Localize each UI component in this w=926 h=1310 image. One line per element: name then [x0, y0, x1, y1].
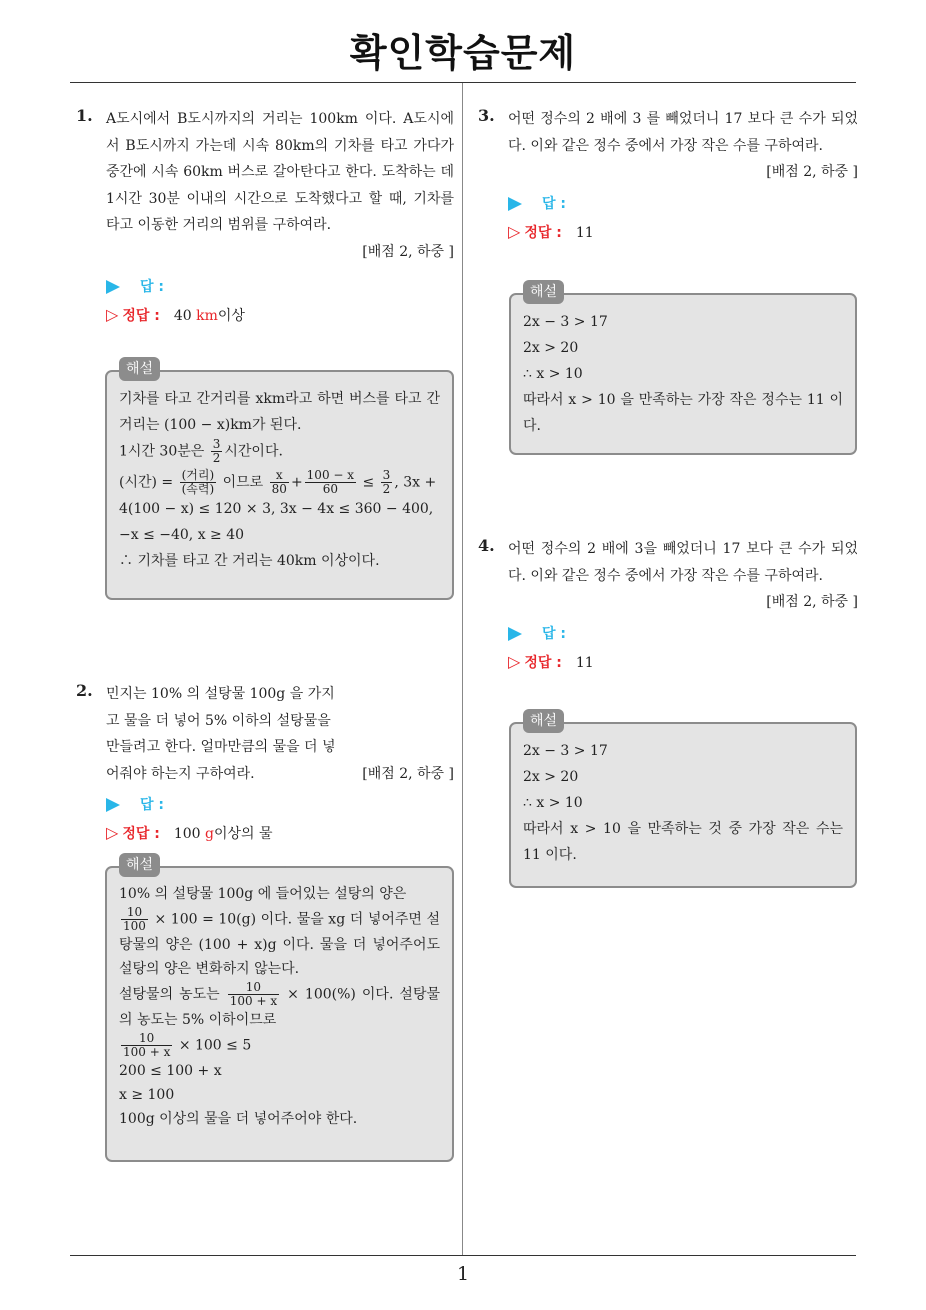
outline-arrow-icon: ▷ [508, 221, 521, 241]
fraction: $\frac{\text{(거리)}}{\text{(속력)}}$ [181, 468, 215, 496]
solution-line: 2x > 20 [523, 340, 579, 356]
question-text: A도시에서 B도시까지의 거리는 100km 이다. A도시에서 B도시까지 가는데 시속 80km의 기차를 타고 가다가 중간에 시속 60km 버스로 갈아탄다고 한다. 도착하는 데 1시간 30분 이내의 시간으로 도착했다고 할 때, 기차를 타고 이동한 거리의 범위를 구하여라. [106, 111, 454, 233]
question-number: 3. [478, 106, 495, 125]
answer-line [106, 273, 454, 301]
correct-suffix: 이상 [217, 308, 245, 324]
answer-label: 답 : [140, 797, 164, 813]
top-rule [70, 82, 856, 83]
correct-label: 정답 : [524, 654, 562, 671]
solution-tag: 해설 [119, 853, 160, 877]
correct-unit: g [205, 826, 214, 842]
fraction: $\frac{10}{100}$ [123, 905, 146, 933]
solution-line: 200 ≤ 100 + x [119, 1063, 222, 1079]
correct-label: 정답 : [122, 308, 160, 324]
question-score: [배점 2, 하중 ] [362, 243, 454, 260]
solution-tag: 해설 [523, 709, 564, 733]
outline-arrow-icon: ▷ [106, 823, 119, 842]
solution-line: 100g 이상의 물을 더 넣어주어야 한다. [119, 1111, 358, 1127]
bottom-rule [70, 1255, 856, 1256]
play-arrow-icon [106, 280, 120, 294]
solution-box-1 [105, 361, 454, 600]
play-arrow-icon [106, 798, 120, 812]
solution-box-3 [509, 284, 857, 455]
solution-tag: 해설 [119, 357, 160, 381]
solution-line: 2x − 3 > 17 [523, 743, 608, 759]
correct-answer-line [508, 648, 858, 677]
question-score: [배점 2, 하중 ] [362, 765, 454, 782]
answer-label: 답 : [140, 279, 164, 295]
page-title: 확인학습문제 [349, 31, 577, 75]
solution-line: (시간) = $\frac{\text{(거리)}}{\text{(속력)}}$ 이므로 $\frac{x}{80}$ + $\frac{100 - x}{60}$ ≤ $\frac{3}{2}$ , 3x + [119, 468, 437, 496]
question-number: 2. [76, 681, 93, 700]
solution-line: 4(100 − x) ≤ 120 × 3, 3x − 4x ≤ 360 − 400, [119, 501, 434, 517]
fraction: $\frac{3}{2}$ [212, 437, 221, 465]
outline-arrow-icon: ▷ [106, 305, 119, 324]
fraction: $\frac{x}{80}$ [271, 468, 287, 496]
question-2 [76, 681, 454, 848]
solution-line: 따라서 x > 10 을 만족하는 것 중 가장 작은 수는 11 이다. [523, 821, 843, 863]
answer-label: 답 : [542, 195, 566, 212]
correct-label: 정답 : [122, 826, 160, 842]
solution-line: $\frac{10}{100}$ × 100 = 10(g) 이다. 물을 xg 더 넣어주면 설탕물의 양은 (100 + x)g 이다. 물을 더 넣어주어도 설탕의 양은 변화하지 않는다. [119, 905, 441, 977]
correct-value: 40 [173, 308, 192, 324]
question-score: [배점 2, 하중 ] [766, 164, 858, 180]
solution-line: 10% 의 설탕물 100g 에 들어있는 설탕의 양은 [119, 886, 407, 902]
solution-line: 기차를 타고 간거리를 xkm라고 하면 버스를 타고 간 거리는 (100 − x)km가 된다. [119, 391, 440, 433]
fraction: $\frac{10}{100 + x}$ [123, 1031, 171, 1059]
correct-label: 정답 : [524, 224, 562, 241]
page-number: 1 [456, 1263, 470, 1285]
solution-line: 따라서 x > 10 을 만족하는 가장 작은 정수는 11 이다. [523, 392, 843, 434]
outline-arrow-icon: ▷ [508, 651, 521, 671]
question-4 [478, 536, 858, 677]
answer-line [508, 190, 858, 218]
question-text: 민지는 10% 의 설탕물 100g 을 가지고 물을 더 넣어 5% 이하의 설탕물을 만들려고 한다. 얼마만큼의 물을 더 넣어줘야 하는지 구하여라. [106, 686, 336, 782]
fraction: $\frac{100 - x}{60}$ [306, 468, 355, 496]
solution-line: ∴ x > 10 [523, 795, 583, 811]
solution-line: 설탕물의 농도는 $\frac{10}{100 + x}$ × 100(%) 이다. 설탕물의 농도는 5% 이하이므로 [119, 980, 441, 1028]
play-arrow-icon [508, 197, 522, 211]
correct-value: 11 [575, 654, 594, 671]
solution-line: ∴ 기차를 타고 간 거리는 40km 이상이다. [119, 553, 380, 569]
question-1 [76, 106, 454, 330]
answer-line [106, 791, 454, 819]
solution-line: 2x > 20 [523, 769, 579, 785]
answer-label: 답 : [542, 625, 566, 642]
solution-tag: 해설 [523, 280, 564, 304]
fraction: $\frac{10}{100 + x}$ [229, 980, 278, 1008]
solution-line: 1시간 30분은 $\frac{3}{2}$ 시간이다. [119, 437, 283, 465]
correct-answer-line [508, 218, 858, 247]
fraction: $\frac{3}{2}$ [382, 468, 391, 496]
question-text: 어떤 정수의 2 배에 3 를 빼었더니 17 보다 큰 수가 되었다. 이와 같은 정수 중에서 가장 작은 수를 구하여라. [508, 111, 858, 154]
correct-answer-line [106, 301, 454, 330]
play-arrow-icon [508, 627, 522, 641]
question-number: 1. [76, 106, 93, 125]
solution-line: $\frac{10}{100 + x}$ × 100 ≤ 5 [123, 1031, 252, 1059]
correct-value: 100 [173, 826, 201, 842]
solution-box-2 [105, 857, 454, 1162]
column-divider [462, 83, 463, 1255]
question-text: 어떤 정수의 2 배에 3을 빼었더니 17 보다 큰 수가 되었다. 이와 같은 정수 중에서 가장 작은 수를 구하여라. [508, 541, 858, 584]
solution-box-4 [509, 713, 857, 888]
correct-unit: km [196, 308, 218, 324]
answer-line [508, 620, 858, 648]
question-number: 4. [478, 536, 495, 555]
correct-value: 11 [575, 224, 594, 241]
solution-line: x ≥ 100 [119, 1087, 175, 1103]
correct-answer-line [106, 819, 454, 848]
question-score: [배점 2, 하중 ] [766, 594, 858, 610]
solution-line: 2x − 3 > 17 [523, 314, 608, 330]
correct-suffix: 이상의 물 [214, 826, 273, 842]
solution-line: ∴ x > 10 [523, 366, 583, 382]
solution-line: −x ≤ −40, x ≥ 40 [119, 527, 245, 543]
question-3 [478, 106, 858, 247]
